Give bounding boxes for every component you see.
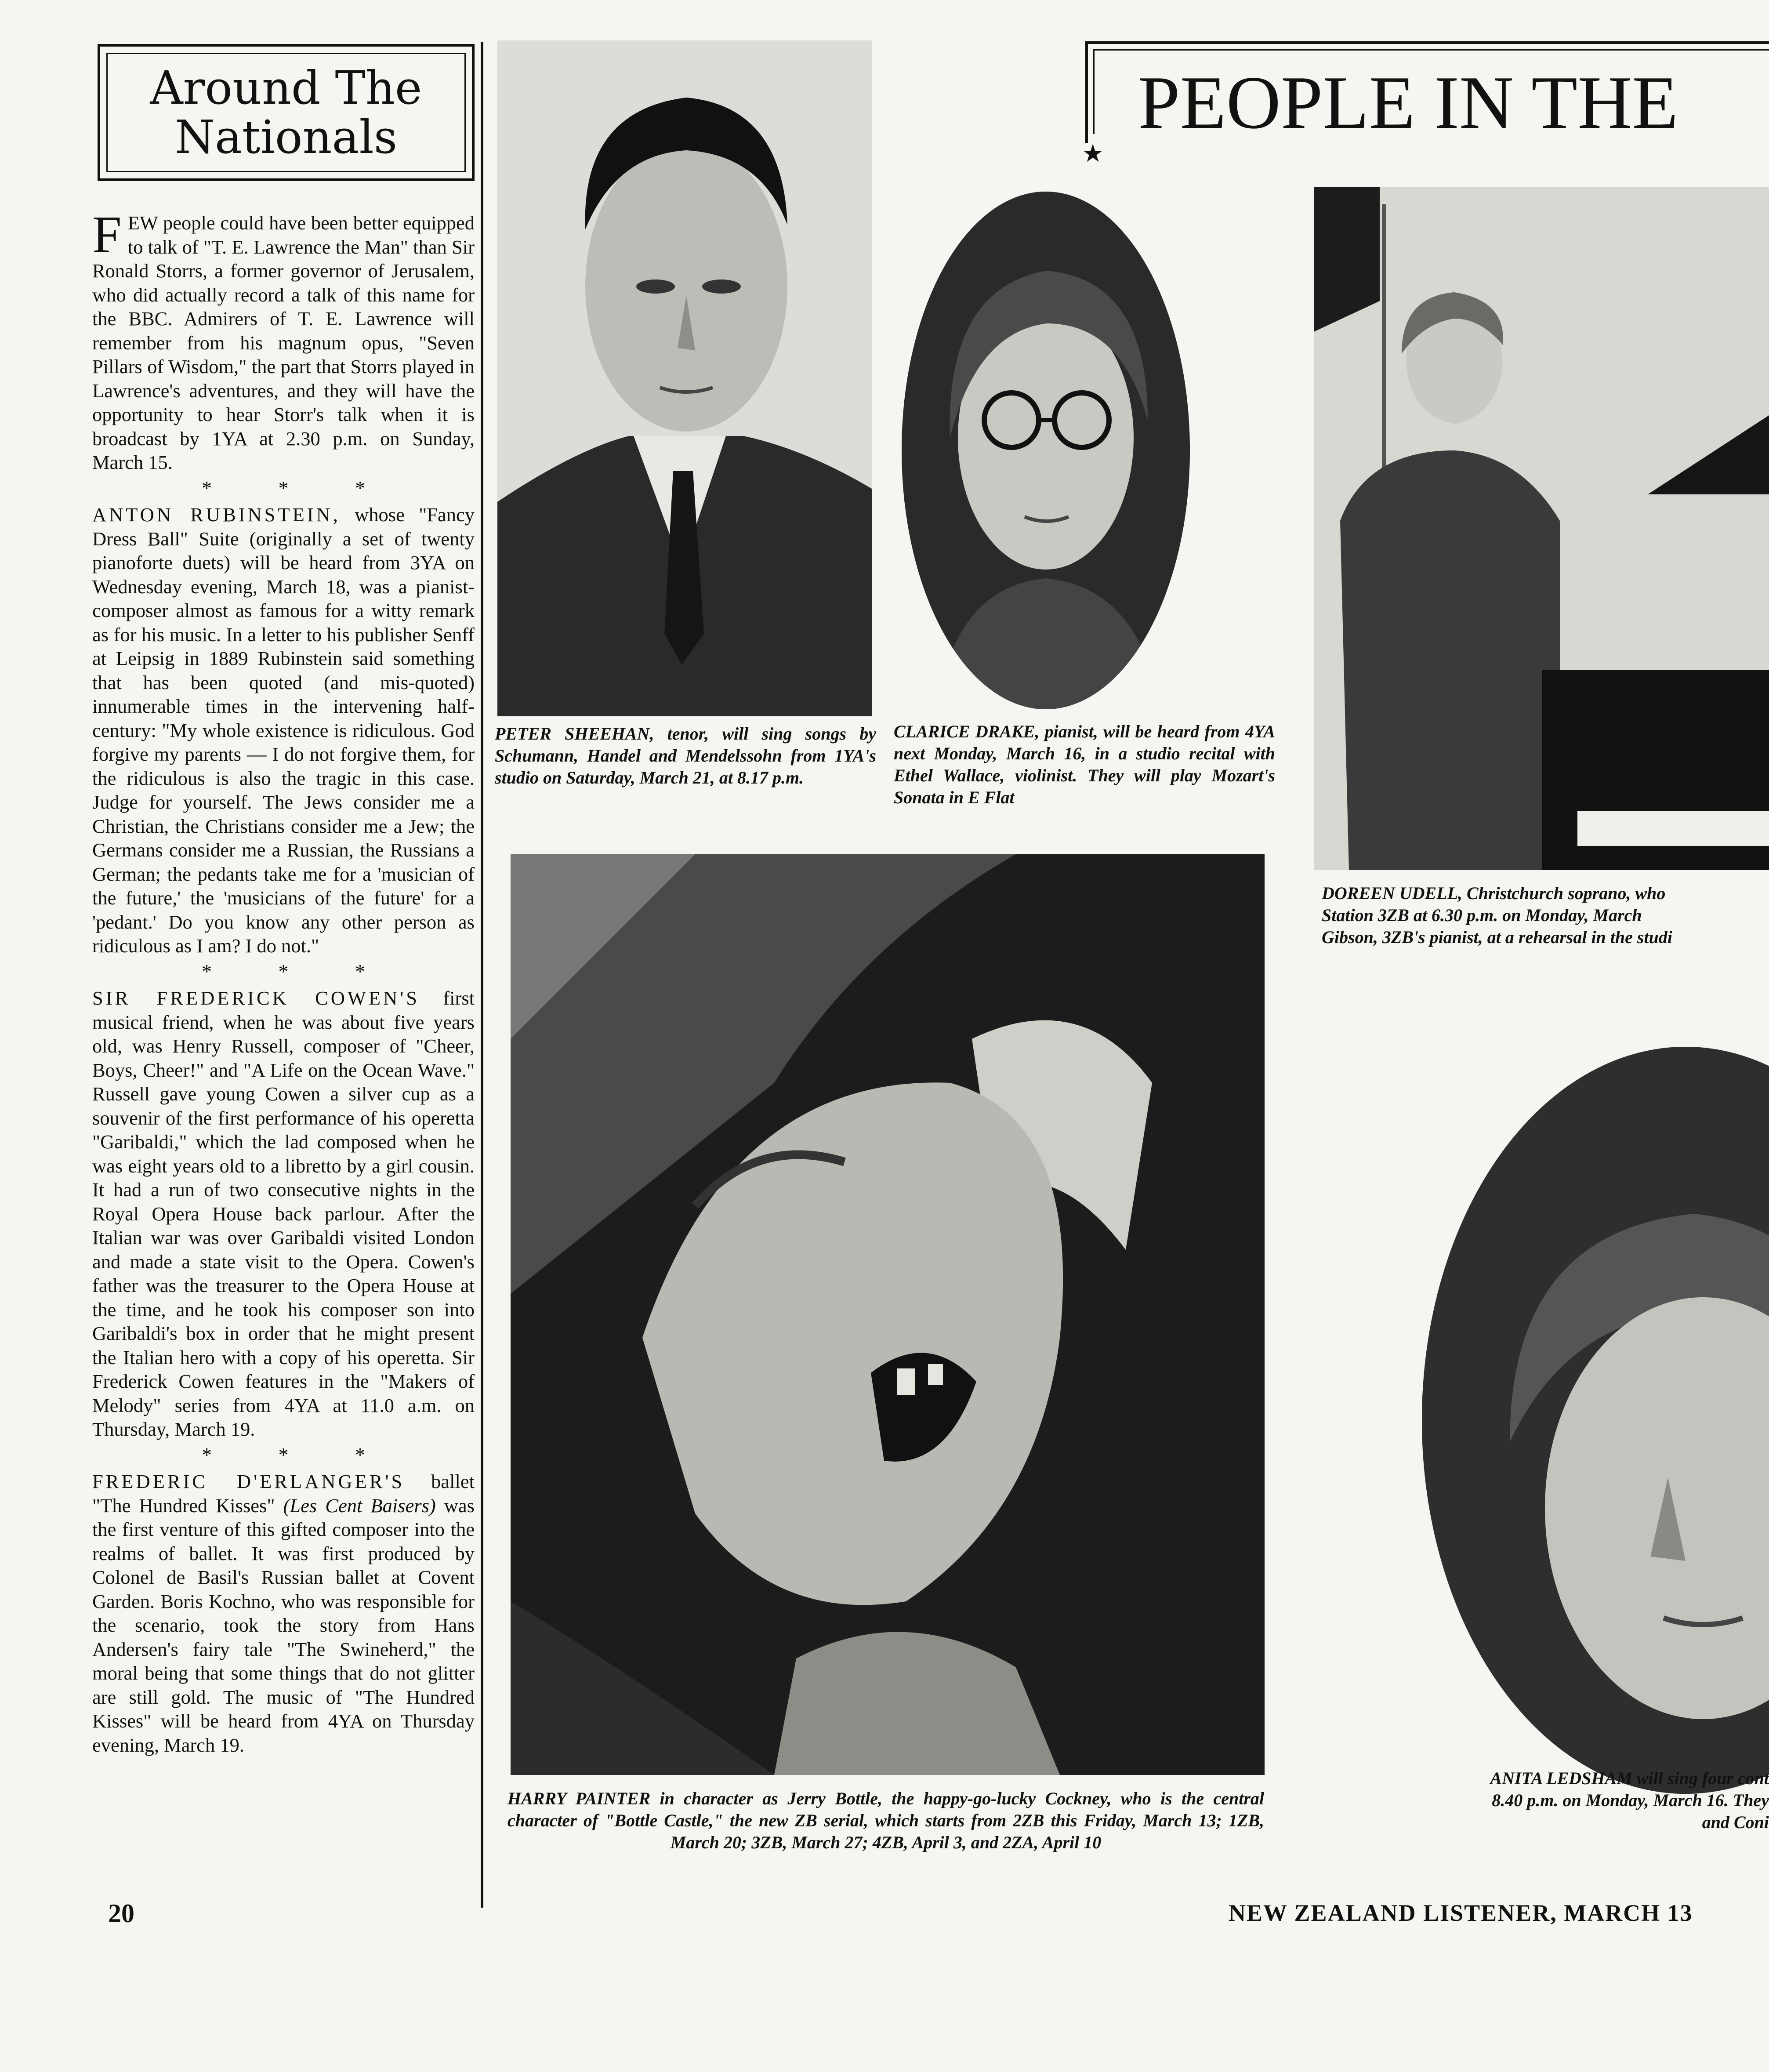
paragraph-rubinstein-lead: ANTON RUBINSTEIN, [92, 504, 341, 526]
paragraph-cowen [92, 986, 475, 1441]
separator-stars: * * * [202, 960, 396, 983]
photo-harry-painter [511, 854, 1265, 1775]
photo-peter-sheehan [497, 40, 872, 716]
caption-clarice-drake: CLARICE DRAKE, pianist, will be heard from 4YA next Monday, March 16, in a studio recital with Ethel Wallace, violinist. They will play Mozart's Sonata in E Flat [894, 722, 1275, 807]
people-heading: PEOPLE IN THE [1138, 61, 1678, 145]
star-ornament: ★ [1082, 139, 1104, 168]
paragraph-rubinstein [92, 503, 475, 958]
paragraph-rubinstein-text: whose "Fancy Dress Ball" Suite (originally a set of twenty pianoforte duets) will be heard from 3YA on Wednesday evening, March 18, was a pianist-composer almost as famous for a witty remark as for his music. In a letter to his publisher Senff at Leipsig in 1889 Rubinstein said something that has been quoted (and mis-quoted) innumerable times in the intervening half-century: "My whole existence is ridiculous. God forgive my parents — I do not forgive them, for the ridiculous is also the tragic in this case. Judge for yourself. The Jews consider me a Christian, the Christians consider me a Jew; the Germans consider me a Russian, the Russians a German; the pedants take me for a 'musician of the future,' the 'musicians of the future' for a 'pedant.' Do you know any other person as ridiculous as I am? I do not." [92, 504, 475, 957]
portrait-illustration [902, 192, 1190, 709]
photo-clarice-drake [902, 192, 1190, 709]
portrait-illustration [1422, 1047, 1769, 1794]
portrait-illustration [1314, 187, 1769, 870]
section-title-line-2: Nationals [174, 110, 398, 164]
caption-doreen-udell-line-1: DOREEN UDELL, Christchurch soprano, who [1322, 883, 1666, 903]
paragraph-lawrence [92, 205, 475, 475]
caption-doreen-udell-line-3: Gibson, 3ZB's pianist, at a rehearsal in the studi [1322, 927, 1672, 947]
caption-anita-ledsham-line-2: 8.40 p.m. on Monday, March 16. They [1492, 1790, 1769, 1810]
paragraph-cowen-text: first musical friend, when he was about five years old, was Henry Russell, composer of "Cheer, Boys, Cheer!" and "A Life on the Ocean Wave." Russell gave young Cowen a silver cup as a souvenir of the first performance of his operetta "Garibaldi," which the lad composed when he was eight years old to a libretto by a girl cousin. It had a run of two consecutive nights in the Royal Opera House back parlour. After the Italian war was over Garibaldi visited London and made a state visit to the Opera. Cowen's father was the treasurer to the Opera House at the time, and he took his composer son into Garibaldi's box in order that he might present the Italian hero with a copy of his operetta. Sir Frederick Cowen features in the "Makers of Melody" series from 4YA at 11.0 a.m. on Thursday, March 19. [92, 987, 475, 1440]
portrait-illustration [511, 854, 1265, 1775]
paragraph-erlanger-text-a: ballet "The Hundred Kisses" [92, 1470, 475, 1517]
paragraph-erlanger [92, 1470, 475, 1757]
drop-cap: F [92, 205, 122, 264]
paragraph-erlanger-lead: FREDERIC D'ERLANGER'S [92, 1470, 405, 1492]
column-rule [481, 42, 483, 1908]
caption-anita-ledsham-line-1: ANITA LEDSHAM will sing four cont [1490, 1768, 1769, 1788]
page-number: 20 [108, 1899, 134, 1928]
section-title-line-1: Around The [150, 61, 422, 115]
paragraph-erlanger-italic: (Les Cent Baisers) [283, 1494, 436, 1517]
paragraph-erlanger-text-b: was the first venture of this gifted composer into the realms of ballet. It was first produced by Colonel de Basil's Russian ballet at Covent Garden. Boris Kochno, who was responsible for the scenario, took the story from Hans Andersen's fairy tale "The Swineherd," the moral being that some things that do not glitter are still gold. The music of "The Hundred Kisses" will be heard from 4YA on Thursday evening, March 19. [92, 1494, 475, 1756]
paragraph-lawrence-text: EW people could have been better equipped to talk of "T. E. Lawrence the Man" than Sir Ronald Storrs, a former governor of Jerusalem, who did actually record a talk of this name for the BBC. Admirers of T. E. Lawrence will remember from his magnum opus, "Seven Pillars of Wisdom," the part that Storrs played in Lawrence's adventures, and they will have the opportunity to hear Storr's talk when it is broadcast by 1YA at 2.30 p.m. on Sunday, March 15. [92, 212, 475, 473]
photo-doreen-udell [1314, 187, 1769, 870]
paragraph-cowen-lead: SIR FREDERICK COWEN'S [92, 987, 420, 1009]
caption-anita-ledsham [1380, 1767, 1769, 1833]
photo-anita-ledsham [1422, 1047, 1769, 1794]
article-column [92, 205, 475, 1757]
caption-doreen-udell-line-2: Station 3ZB at 6.30 p.m. on Monday, March [1322, 905, 1642, 925]
portrait-illustration [497, 40, 872, 716]
section-title-box [98, 44, 475, 181]
footer-masthead: NEW ZEALAND LISTENER, MARCH 13 [1229, 1900, 1693, 1926]
separator-stars: * * * [202, 1443, 396, 1466]
caption-doreen-udell [1322, 882, 1769, 948]
caption-peter-sheehan: PETER SHEEHAN, tenor, will sing songs by Schumann, Handel and Mendelssohn from 1YA's studio on Saturday, March 21, at 8.17 p.m. [495, 724, 876, 787]
caption-harry-painter: HARRY PAINTER in character as Jerry Bottle, the happy-go-lucky Cockney, who is the central character of "Bottle Castle," the new ZB serial, which starts from 2ZB this Friday, March 13; 1ZB, March 20; 3ZB, March 27; 4ZB, April 3, and 2ZA, April 10 [508, 1789, 1264, 1852]
separator-stars: * * * [202, 476, 396, 499]
section-title [106, 53, 466, 172]
caption-anita-ledsham-line-3: and Coni [1702, 1812, 1769, 1832]
